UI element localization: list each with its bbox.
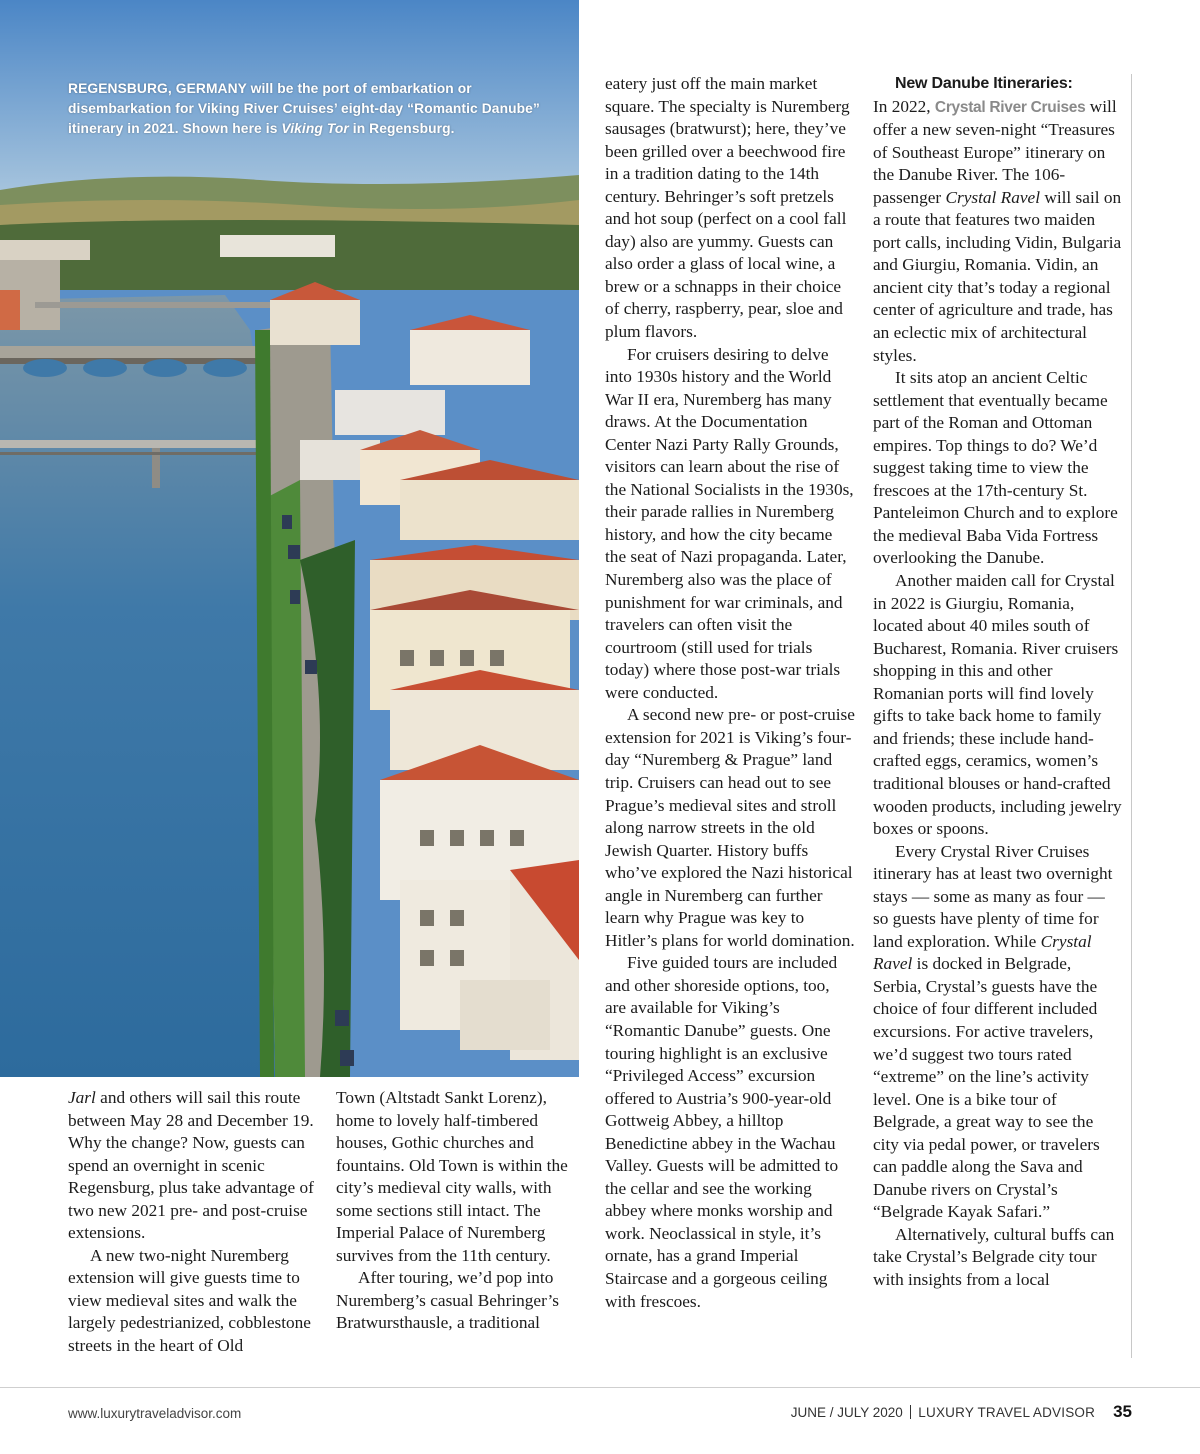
col4-p1-b: will offer a new seven-night “Treasures of Southeast Europe” itinerary on the Danube River. The 106-passenger — [873, 96, 1117, 207]
column-1 — [68, 1087, 316, 1358]
column-4 — [873, 73, 1123, 1292]
col3-paragraph-4: Five guided tours are included and other shoreside options, too, are available for Viking’s “Romantic Danube” guests. One touring highlight is an exclusive “Privileged Access” excursion offered to Austria’s 900-year-old Gottweig Abbey, a hilltop Benedictine abbey in the Wachau Valley. Guests will be admitted to the cellar and see the working abbey where monks worship and work. Neoclassical in style, it’s ornate, has a grand Imperial Staircase and a gorgeous ceiling with frescoes. — [605, 953, 839, 1311]
col1-paragraph-1 — [68, 1087, 316, 1245]
caption-ship-name: Viking Tor — [281, 121, 349, 136]
ship-name-crystal-ravel: Crystal Ravel — [945, 187, 1041, 207]
col4-p1-c: will sail on a route that features two maiden port calls, including Vidin, Bulgaria and Giurgiu, Romania. Vidin, an ancient city that’s today a regional center of agriculture and trade, has an eclectic mix of architectural styles. — [873, 187, 1122, 365]
col3-paragraph-2: For cruisers desiring to delve into 1930s history and the World War II era, Nuremberg has many draws. At the Documentation Center Nazi Party Rally Grounds, visitors can learn about the rise of the National Socialists in the 1930s, their parade rallies in Nuremberg history, and how the city became the seat of Nazi propaganda. Later, Nuremberg also was the place of punishment for war criminals, and travelers can often visit the courtroom (still used for trials today) where those post-war trials were conducted. — [605, 344, 854, 702]
col4-p4-a: Every Crystal River Cruises itinerary has at least two overnight stays — some as many as four — so guests have plenty of time for land exploration. While — [873, 841, 1113, 951]
magazine-name: LUXURY TRAVEL ADVISOR — [918, 1405, 1096, 1420]
col1-p1-text: and others will sail this route between May 28 and December 19. Why the change? Now, guests can spend an overnight in scenic Regensburg, plus take advantage of two new 2021 pre- and post-cruise extensions. — [68, 1088, 314, 1243]
col1-paragraph-2: A new two-night Nuremberg extension will give guests time to view medieval sites and walk the largely pedestrianized, cobblestone streets in the heart of Old — [68, 1245, 311, 1356]
col2-paragraph-2: After touring, we’d pop into Nuremberg’s casual Behringer’s Bratwursthausle, a traditional — [336, 1268, 559, 1333]
col4-paragraph-5: Alternatively, cultural buffs can take Crystal’s Belgrade city tour with insights from a local — [873, 1224, 1115, 1289]
column-3 — [605, 73, 855, 1313]
brand-crystal-river-cruises: Crystal River Cruises — [934, 98, 1086, 116]
photo-illustration — [0, 0, 579, 1077]
col4-paragraph-3: Another maiden call for Crystal in 2022 is Giurgiu, Romania, located about 40 miles south of Bucharest, Romania. River cruisers shopping in this and other Romanian ports will find lovely gifts to take back home to family and friends; these include hand-crafted eggs, ceramics, women’s traditional blouses or hand-crafted wooden products, including jewelry boxes or spoons. — [873, 571, 1122, 839]
col4-paragraph-2: It sits atop an ancient Celtic settlement that eventually became part of the Roman and Ottoman empires. Top things to do? We’d suggest taking time to view the frescoes at the 17th-century St. Panteleimon Church and to explore the medieval Baba Vida Fortress overlooking the Danube. — [873, 368, 1118, 568]
col3-paragraph-1: eatery just off the main market square. The specialty is Nuremberg sausages (bratwurst); here, they’ve been grilled over a beechwood fire in a tradition dating to the 14th century. Behringer’s soft pretzels and hot soup (perfect on a cool fall day) also are yummy. Guests can also order a glass of local wine, a brew or a schnapps in their choice of cherry, raspberry, pear, sloe and plum flavors. — [605, 74, 850, 342]
col4-paragraph-4 — [873, 841, 1123, 1224]
footer-rule — [0, 1387, 1200, 1388]
col2-paragraph-1: Town (Altstadt Sankt Lorenz), home to lovely half-timbered houses, Gothic churches and fountains. Old Town is within the city’s medieval city walls, with some sections still intact. The Imperial Palace of Nuremberg survives from the 11th century. — [336, 1088, 568, 1265]
column-2 — [336, 1087, 576, 1335]
photo-caption — [68, 79, 568, 139]
regensburg-photo — [0, 0, 579, 1077]
caption-lead: REGENSBURG, GERMANY will be the port of embarkation or disembarkation for Viking River Cruises’ eight-day “Romantic Danube” itinerary in 2021. Shown here is — [68, 81, 540, 136]
footer-folio — [791, 1402, 1132, 1422]
col3-paragraph-3: A second new pre- or post-cruise extension for 2021 is Viking’s four-day “Nuremberg & Prague” land trip. Cruisers can head out to see Prague’s medieval sites and stroll along narrow streets in the old Jewish Quarter. History buffs who’ve explored the Nazi historical angle in Nuremberg can further learn why Prague was key to Hitler’s plans for world domination. — [605, 705, 855, 950]
issue-date: JUNE / JULY 2020 — [790, 1405, 903, 1420]
ship-name-crystal-ravel-2: Crystal Ravel — [873, 931, 1092, 974]
section-subhead: New Danube Itineraries: — [895, 75, 1073, 92]
col4-p4-b: is docked in Belgrade, Serbia, Crystal’s guests have the choice of four different included excursions. For active travelers, we’d suggest two tours rated “extreme” on the line’s activity level. One is a bike tour of Belgrade, a great way to see the city via pedal power, or travelers can paddle along the Sava and Danube rivers on Crystal’s “Belgrade Kayak Safari.” — [873, 954, 1100, 1222]
footer-website[interactable]: www.luxurytraveladvisor.com — [68, 1406, 242, 1421]
column-divider — [1131, 74, 1132, 1358]
ship-name-jarl: Jarl — [68, 1088, 96, 1107]
col4-paragraph-1 — [873, 96, 1123, 368]
col4-p1-a: In 2022, — [873, 96, 935, 116]
page-number: 35 — [1113, 1402, 1132, 1421]
folio-separator — [910, 1405, 912, 1419]
caption-tail: in Regensburg. — [348, 121, 455, 136]
